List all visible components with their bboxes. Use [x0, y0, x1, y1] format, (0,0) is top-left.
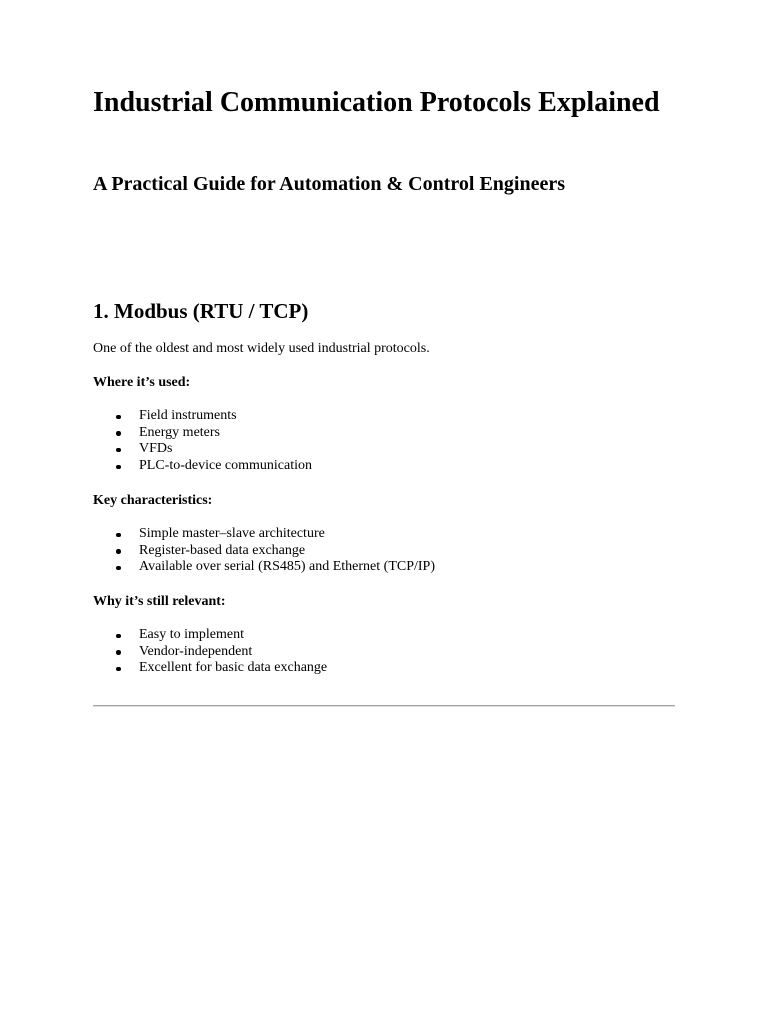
- list-item-text: Simple master–slave architecture: [139, 526, 325, 541]
- list-item-text: Available over serial (RS485) and Ethernet (TCP/IP): [139, 559, 435, 575]
- bullet-icon: [116, 533, 121, 538]
- bullet-icon: [116, 667, 121, 672]
- list-item: [93, 458, 312, 475]
- list-item-text: Easy to implement: [139, 627, 244, 642]
- key-characteristics-list: [93, 526, 435, 576]
- list-item: [93, 627, 327, 644]
- key-characteristics-label: Key characteristics:: [93, 493, 213, 508]
- list-item-text: Vendor-independent: [139, 643, 253, 659]
- list-item: [93, 559, 435, 576]
- list-item-text: Register-based data exchange: [139, 542, 306, 558]
- bullet-icon: [116, 566, 121, 571]
- document-subtitle: A Practical Guide for Automation & Control Engineers: [93, 173, 566, 195]
- where-used-list: [93, 408, 312, 475]
- list-item-text: VFDs: [139, 441, 173, 457]
- list-item-text: Energy meters: [139, 424, 220, 440]
- list-item: [93, 644, 327, 661]
- bullet-icon: [116, 448, 121, 453]
- list-item: [93, 660, 327, 677]
- bullet-icon: [116, 465, 121, 470]
- list-item-text: Field instruments: [139, 408, 237, 423]
- section-heading: 1. Modbus (RTU / TCP): [93, 299, 309, 323]
- bullet-icon: [116, 431, 121, 436]
- why-relevant-label: Why it’s still relevant:: [93, 594, 226, 609]
- why-relevant-list: [93, 627, 327, 677]
- bullet-icon: [116, 415, 121, 420]
- bullet-icon: [116, 650, 121, 655]
- section-intro: One of the oldest and most widely used industrial protocols.: [93, 341, 430, 356]
- list-item: [93, 526, 435, 543]
- where-used-label: Where it’s used:: [93, 375, 191, 390]
- list-item: [93, 441, 312, 458]
- document-title: Industrial Communication Protocols Explained: [93, 87, 660, 118]
- list-item-text: PLC-to-device communication: [139, 458, 313, 474]
- list-item: [93, 408, 312, 425]
- list-item: [93, 543, 435, 560]
- horizontal-divider: [93, 705, 675, 707]
- list-item: [93, 425, 312, 442]
- bullet-icon: [116, 634, 121, 639]
- list-item-text: Excellent for basic data exchange: [139, 660, 328, 676]
- bullet-icon: [116, 549, 121, 554]
